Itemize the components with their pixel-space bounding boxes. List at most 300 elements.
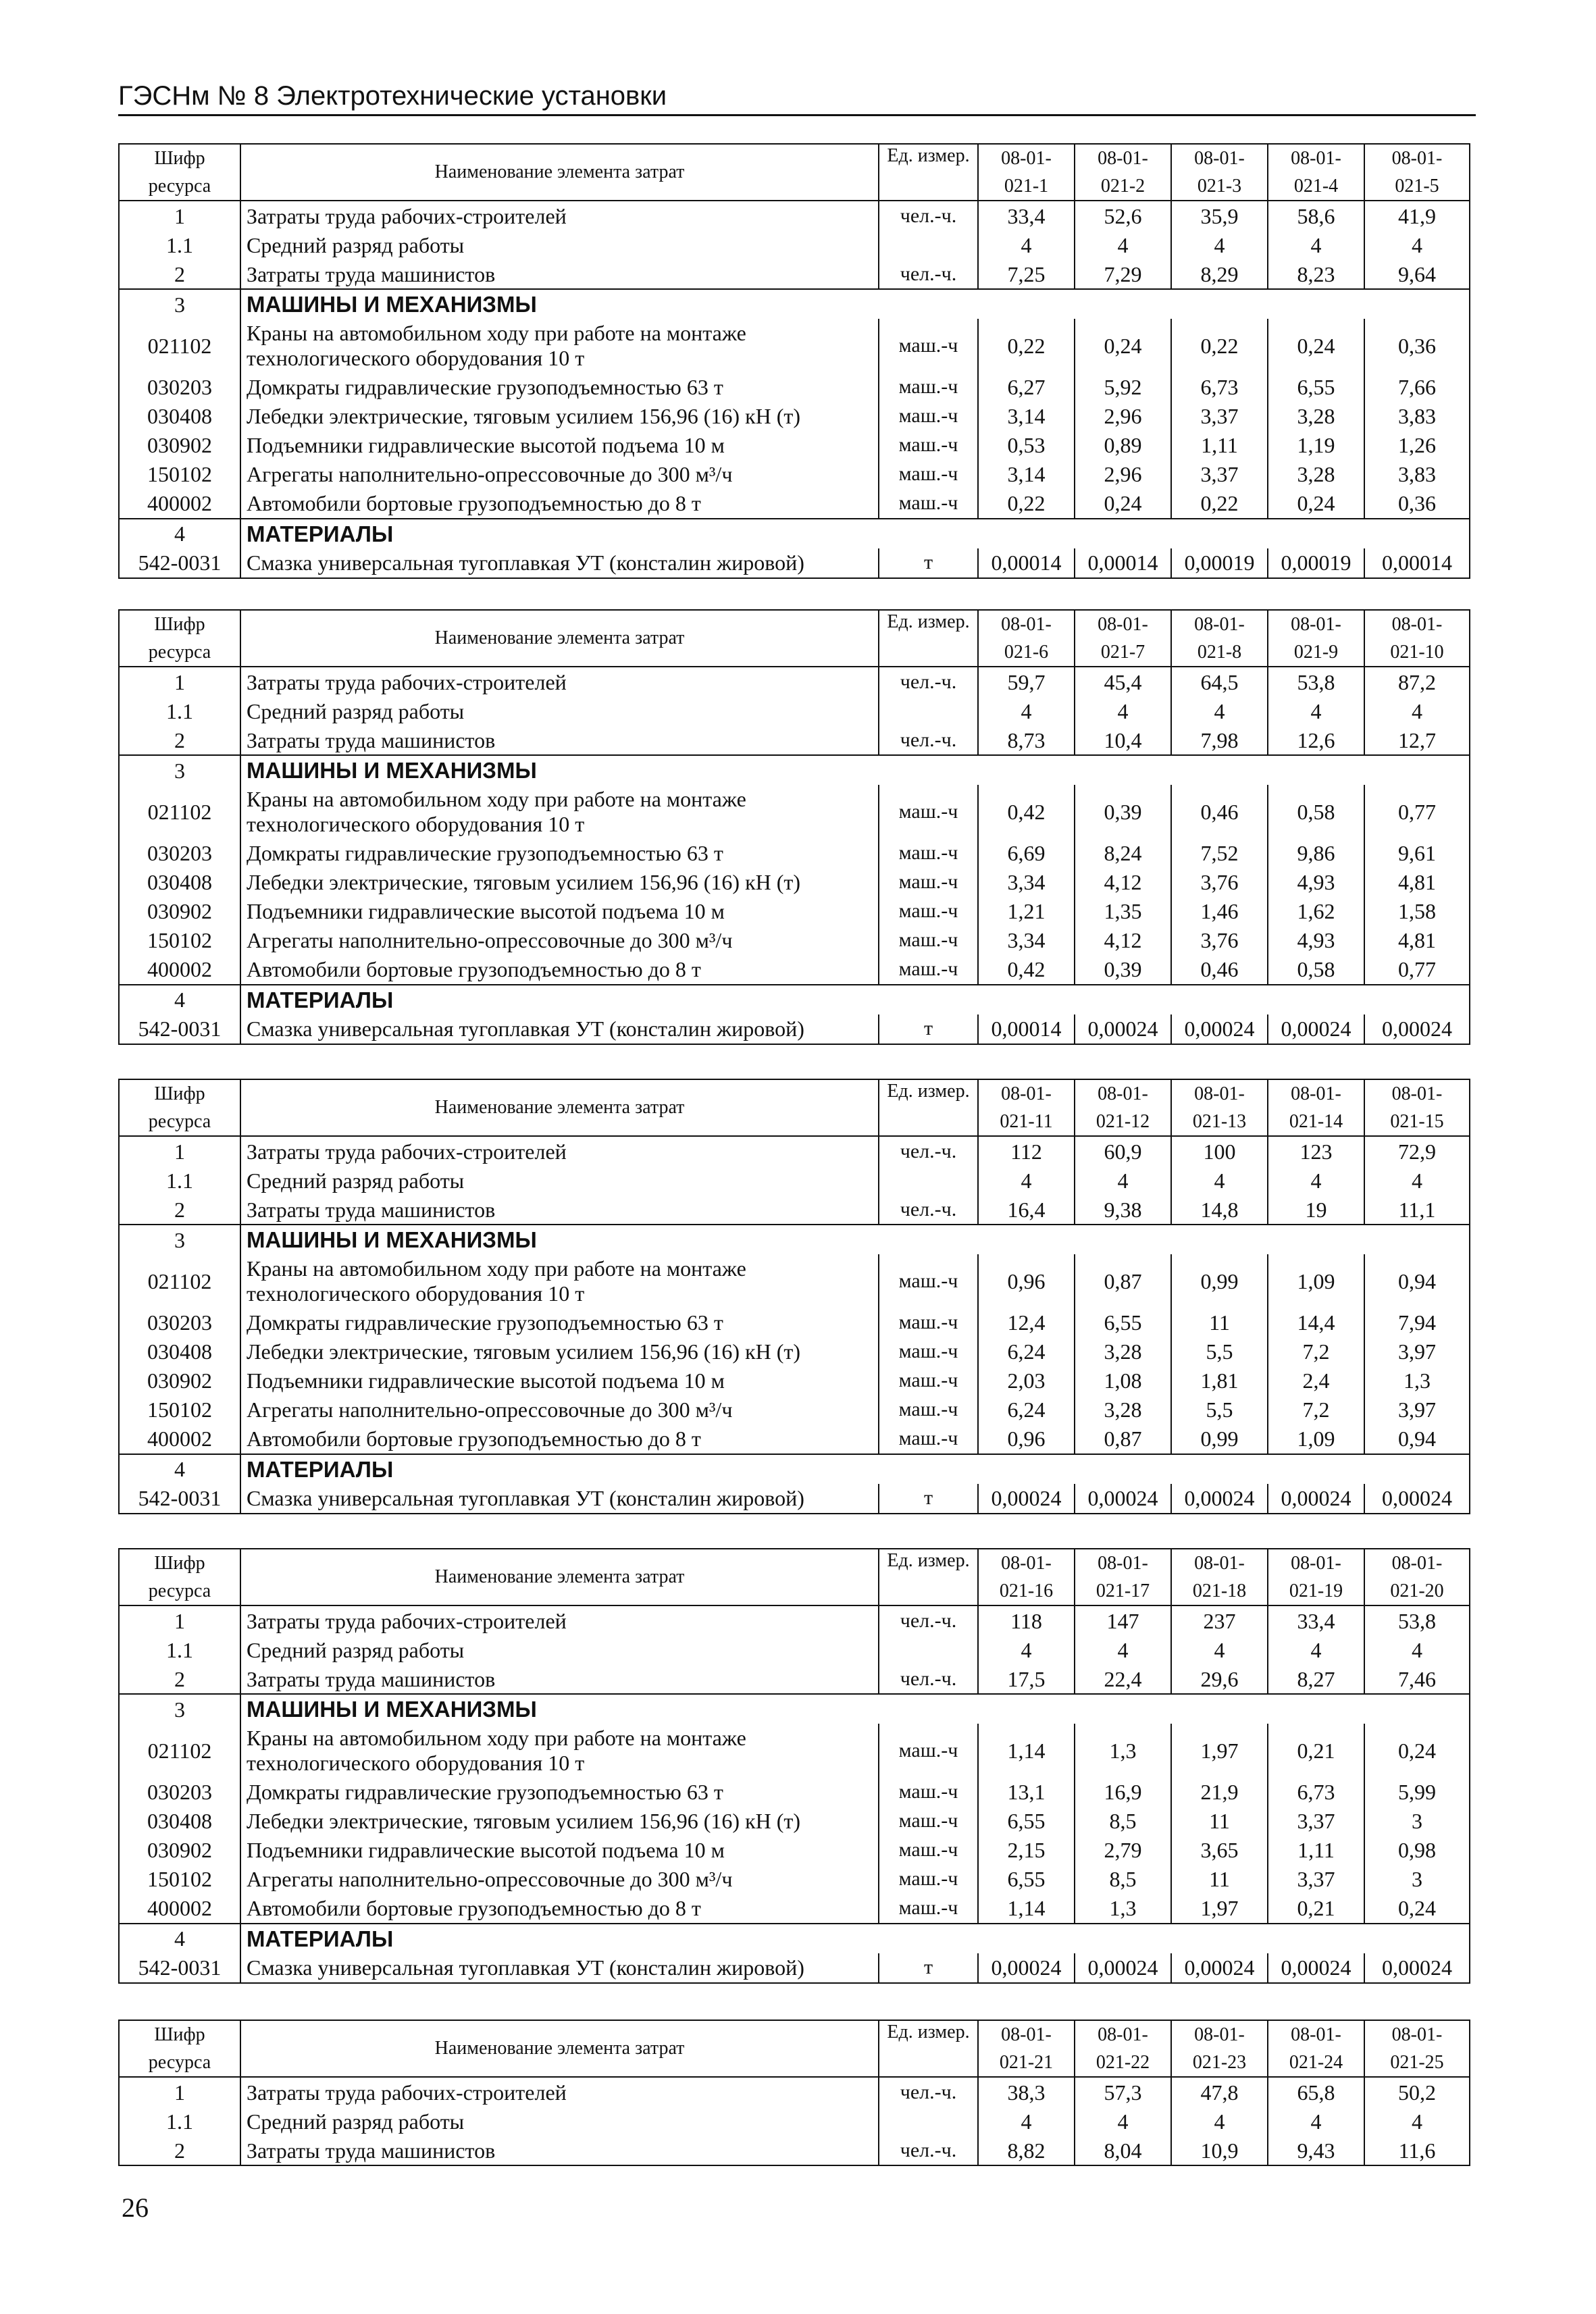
page-number: 26 [122, 2192, 149, 2223]
norm-value: 4 [1364, 230, 1470, 259]
cost-element-name: Затраты труда рабочих-строителей [240, 1605, 879, 1635]
norm-value: 13,1 [978, 1778, 1075, 1807]
norm-value: 4 [978, 696, 1075, 725]
resource-code: 3 [119, 289, 240, 319]
cost-element-name: Краны на автомобильном ходу при работе на монтаже технологического оборудования 10 т [240, 1254, 879, 1308]
norm-value: 16,9 [1075, 1778, 1171, 1807]
norm-code-prefix: 08-01- [1364, 1079, 1470, 1108]
norm-value: 4,93 [1268, 868, 1364, 897]
norm-value: 3,14 [978, 460, 1075, 489]
table-row [119, 1778, 1470, 1807]
norm-value: 2,03 [978, 1366, 1075, 1395]
norm-code-prefix: 08-01- [1171, 610, 1268, 638]
norm-value: 4 [1268, 1635, 1364, 1664]
norm-code-number: 021-13 [1171, 1108, 1268, 1136]
cost-element-name: Средний разряд работы [240, 1635, 879, 1664]
resource-code: 1.1 [119, 696, 240, 725]
resource-code: 2 [119, 1664, 240, 1694]
unit-of-measure: маш.-ч [879, 785, 978, 839]
table-row [119, 1484, 1470, 1514]
header-code: Шифр [119, 1549, 240, 1577]
header-unit: Ед. измер. [879, 1079, 978, 1136]
norm-value: 1,11 [1171, 431, 1268, 460]
norm-value: 4 [1364, 1635, 1470, 1664]
cost-element-name: Затраты труда машинистов [240, 1195, 879, 1225]
cost-element-name: Смазка универсальная тугоплавкая УТ (консталин жировой) [240, 1953, 879, 1983]
header-name: Наименование элемента затрат [240, 610, 879, 667]
header-name: Наименование элемента затрат [240, 1079, 879, 1136]
norm-value: 6,55 [1075, 1308, 1171, 1337]
unit-of-measure: маш.-ч [879, 1254, 978, 1308]
table-row [119, 1366, 1470, 1395]
resource-code: 150102 [119, 1865, 240, 1894]
norm-value: 4 [978, 230, 1075, 259]
resource-code: 021102 [119, 1254, 240, 1308]
unit-of-measure: маш.-ч [879, 1865, 978, 1894]
norm-code-number: 021-19 [1268, 1577, 1364, 1605]
norm-value: 59,7 [978, 667, 1075, 696]
norm-value: 0,24 [1364, 1724, 1470, 1778]
norm-code-prefix: 08-01- [1171, 144, 1268, 172]
norm-value: 0,58 [1268, 785, 1364, 839]
norm-value: 1,97 [1171, 1894, 1268, 1924]
unit-of-measure: маш.-ч [879, 373, 978, 402]
table-row [119, 489, 1470, 519]
norm-value: 0,00014 [978, 548, 1075, 578]
norm-value: 4,81 [1364, 926, 1470, 955]
cost-element-name: Краны на автомобильном ходу при работе на монтаже технологического оборудования 10 т [240, 1724, 879, 1778]
norm-value: 0,22 [978, 489, 1075, 519]
section-title: МАТЕРИАЛЫ [240, 519, 1470, 548]
cost-element-name: Затраты труда рабочих-строителей [240, 2077, 879, 2107]
norm-value: 0,00014 [1364, 548, 1470, 578]
unit-of-measure: чел.-ч. [879, 1195, 978, 1225]
norm-value: 2,96 [1075, 460, 1171, 489]
norm-value: 35,9 [1171, 201, 1268, 230]
norm-code-prefix: 08-01- [978, 1549, 1075, 1577]
norm-value: 3,97 [1364, 1395, 1470, 1424]
table-row [119, 2107, 1470, 2136]
unit-of-measure: маш.-ч [879, 1366, 978, 1395]
resource-code: 3 [119, 755, 240, 785]
norm-value: 3,37 [1268, 1807, 1364, 1836]
unit-of-measure: маш.-ч [879, 897, 978, 926]
norm-value: 0,42 [978, 785, 1075, 839]
resource-table [118, 1548, 1470, 1984]
unit-of-measure: маш.-ч [879, 489, 978, 519]
table-row [119, 1664, 1470, 1694]
table-row [119, 725, 1470, 755]
norm-value: 1,14 [978, 1724, 1075, 1778]
norm-value: 0,46 [1171, 785, 1268, 839]
document-title: ГЭСНм № 8 Электротехнические установки [118, 81, 667, 111]
norm-code-prefix: 08-01- [1171, 1079, 1268, 1108]
norm-code-prefix: 08-01- [1268, 144, 1364, 172]
norm-value: 0,00024 [978, 1484, 1075, 1514]
cost-element-name: Затраты труда машинистов [240, 725, 879, 755]
norm-value: 3,37 [1268, 1865, 1364, 1894]
norm-value: 11,6 [1364, 2136, 1470, 2165]
norm-value: 65,8 [1268, 2077, 1364, 2107]
table-row [119, 1807, 1470, 1836]
norm-value: 3,28 [1268, 402, 1364, 431]
norm-value: 0,00014 [1075, 548, 1171, 578]
cost-element-name: Средний разряд работы [240, 1166, 879, 1195]
table-row [119, 696, 1470, 725]
resource-code: 030408 [119, 1337, 240, 1366]
norm-value: 4,81 [1364, 868, 1470, 897]
norm-value: 4 [1364, 2107, 1470, 2136]
norm-value: 1,19 [1268, 431, 1364, 460]
norm-value: 9,86 [1268, 839, 1364, 868]
resource-code: 542-0031 [119, 1484, 240, 1514]
header-unit: Ед. измер. [879, 144, 978, 201]
unit-of-measure: т [879, 1953, 978, 1983]
norm-value: 9,64 [1364, 259, 1470, 289]
resource-code: 030408 [119, 402, 240, 431]
resource-code: 2 [119, 259, 240, 289]
norm-value: 9,43 [1268, 2136, 1364, 2165]
resource-code: 030203 [119, 1778, 240, 1807]
norm-value: 0,00024 [1171, 1953, 1268, 1983]
norm-value: 0,53 [978, 431, 1075, 460]
table-row [119, 1166, 1470, 1195]
norm-value: 1,46 [1171, 897, 1268, 926]
table-row [119, 1014, 1470, 1044]
resource-code: 1 [119, 2077, 240, 2107]
norm-value: 0,00024 [1268, 1484, 1364, 1514]
norm-code-number: 021-5 [1364, 172, 1470, 201]
resource-code: 150102 [119, 460, 240, 489]
norm-value: 6,27 [978, 373, 1075, 402]
unit-of-measure: маш.-ч [879, 868, 978, 897]
unit-of-measure [879, 2107, 978, 2136]
resource-code: 030902 [119, 897, 240, 926]
norm-value: 8,27 [1268, 1664, 1364, 1694]
header-row [119, 610, 1470, 638]
unit-of-measure: маш.-ч [879, 1894, 978, 1924]
norm-value: 14,8 [1171, 1195, 1268, 1225]
table-row [119, 1953, 1470, 1983]
section-row [119, 755, 1470, 785]
norm-value: 0,00024 [1171, 1014, 1268, 1044]
resource-code: 021102 [119, 1724, 240, 1778]
section-row [119, 1225, 1470, 1254]
header-name: Наименование элемента затрат [240, 2020, 879, 2077]
unit-of-measure: маш.-ч [879, 955, 978, 985]
header-unit: Ед. измер. [879, 2020, 978, 2077]
norm-value: 1,26 [1364, 431, 1470, 460]
table-row [119, 1308, 1470, 1337]
norm-value: 0,87 [1075, 1254, 1171, 1308]
norm-code-number: 021-23 [1171, 2049, 1268, 2077]
norm-value: 3,34 [978, 868, 1075, 897]
resource-code: 2 [119, 725, 240, 755]
norm-value: 118 [978, 1605, 1075, 1635]
norm-value: 6,55 [978, 1807, 1075, 1836]
header-name: Наименование элемента затрат [240, 144, 879, 201]
table-row [119, 1254, 1470, 1308]
norm-value: 8,5 [1075, 1807, 1171, 1836]
unit-of-measure: маш.-ч [879, 1807, 978, 1836]
table-row [119, 1136, 1470, 1166]
resource-code: 400002 [119, 955, 240, 985]
section-title: МАТЕРИАЛЫ [240, 985, 1470, 1014]
resource-code: 1 [119, 201, 240, 230]
norm-value: 6,24 [978, 1395, 1075, 1424]
norm-value: 1,97 [1171, 1724, 1268, 1778]
section-row [119, 1454, 1470, 1484]
resource-code: 1 [119, 1605, 240, 1635]
section-title: МАТЕРИАЛЫ [240, 1924, 1470, 1953]
norm-code-number: 021-2 [1075, 172, 1171, 201]
norm-value: 2,15 [978, 1836, 1075, 1865]
norm-value: 29,6 [1171, 1664, 1268, 1694]
norm-code-prefix: 08-01- [1171, 2020, 1268, 2049]
resource-code: 1 [119, 1136, 240, 1166]
header-code: Шифр [119, 2020, 240, 2049]
header-row [119, 1079, 1470, 1108]
cost-element-name: Лебедки электрические, тяговым усилием 156,96 (16) кН (т) [240, 402, 879, 431]
resource-code: 030902 [119, 431, 240, 460]
norm-value: 4 [1171, 696, 1268, 725]
table-row [119, 1836, 1470, 1865]
unit-of-measure: чел.-ч. [879, 201, 978, 230]
norm-code-prefix: 08-01- [1268, 1549, 1364, 1577]
unit-of-measure: чел.-ч. [879, 2077, 978, 2107]
norm-code-number: 021-24 [1268, 2049, 1364, 2077]
norm-code-number: 021-14 [1268, 1108, 1364, 1136]
norm-value: 0,24 [1075, 489, 1171, 519]
cost-element-name: Агрегаты наполнительно-опрессовочные до 300 м³/ч [240, 1395, 879, 1424]
header-row [119, 2020, 1470, 2049]
norm-code-number: 021-9 [1268, 638, 1364, 667]
norm-value: 2,79 [1075, 1836, 1171, 1865]
norm-value: 4 [1075, 2107, 1171, 2136]
norm-value: 1,11 [1268, 1836, 1364, 1865]
norm-code-number: 021-15 [1364, 1108, 1470, 1136]
norm-value: 0,00014 [978, 1014, 1075, 1044]
table-row [119, 926, 1470, 955]
cost-element-name: Подъемники гидравлические высотой подъема 10 м [240, 1836, 879, 1865]
resource-code: 542-0031 [119, 548, 240, 578]
norm-code-number: 021-25 [1364, 2049, 1470, 2077]
norm-value: 147 [1075, 1605, 1171, 1635]
norm-value: 3,37 [1171, 460, 1268, 489]
norm-value: 4 [1364, 1166, 1470, 1195]
norm-value: 4 [1075, 1635, 1171, 1664]
norm-value: 10,4 [1075, 725, 1171, 755]
norm-value: 9,38 [1075, 1195, 1171, 1225]
norm-value: 3,34 [978, 926, 1075, 955]
resource-code: 030203 [119, 839, 240, 868]
norm-value: 0,96 [978, 1254, 1075, 1308]
resource-table [118, 1079, 1470, 1514]
table-row [119, 868, 1470, 897]
section-title: МАШИНЫ И МЕХАНИЗМЫ [240, 289, 1470, 319]
norm-value: 41,9 [1364, 201, 1470, 230]
norm-code-number: 021-11 [978, 1108, 1075, 1136]
unit-of-measure: маш.-ч [879, 431, 978, 460]
cost-element-name: Подъемники гидравлические высотой подъема 10 м [240, 431, 879, 460]
norm-value: 0,00024 [1364, 1484, 1470, 1514]
cost-element-name: Затраты труда рабочих-строителей [240, 201, 879, 230]
unit-of-measure [879, 1166, 978, 1195]
norm-value: 6,55 [1268, 373, 1364, 402]
table-row [119, 402, 1470, 431]
norm-value: 6,73 [1268, 1778, 1364, 1807]
norm-value: 2,96 [1075, 402, 1171, 431]
resource-code: 2 [119, 2136, 240, 2165]
cost-element-name: Автомобили бортовые грузоподъемностью до 8 т [240, 1424, 879, 1454]
norm-value: 6,73 [1171, 373, 1268, 402]
norm-value: 1,08 [1075, 1366, 1171, 1395]
table-row [119, 667, 1470, 696]
page-header [118, 81, 1476, 116]
section-row [119, 519, 1470, 548]
norm-code-number: 021-8 [1171, 638, 1268, 667]
norm-value: 3,14 [978, 402, 1075, 431]
cost-element-name: Лебедки электрические, тяговым усилием 156,96 (16) кН (т) [240, 868, 879, 897]
unit-of-measure: маш.-ч [879, 319, 978, 373]
norm-value: 38,3 [978, 2077, 1075, 2107]
unit-of-measure: чел.-ч. [879, 1664, 978, 1694]
norm-value: 0,21 [1268, 1894, 1364, 1924]
norm-value: 0,21 [1268, 1724, 1364, 1778]
norm-value: 10,9 [1171, 2136, 1268, 2165]
header-row [119, 144, 1470, 172]
section-title: МАТЕРИАЛЫ [240, 1454, 1470, 1484]
norm-value: 0,39 [1075, 785, 1171, 839]
norm-value: 0,00024 [1268, 1014, 1364, 1044]
norm-value: 4,93 [1268, 926, 1364, 955]
norm-value: 4 [978, 1166, 1075, 1195]
norm-value: 7,46 [1364, 1664, 1470, 1694]
table-row [119, 955, 1470, 985]
norm-code-prefix: 08-01- [1075, 144, 1171, 172]
resource-code: 3 [119, 1225, 240, 1254]
norm-value: 0,89 [1075, 431, 1171, 460]
norm-value: 7,2 [1268, 1395, 1364, 1424]
norm-value: 0,00024 [1171, 1484, 1268, 1514]
norm-value: 0,36 [1364, 489, 1470, 519]
norm-value: 7,94 [1364, 1308, 1470, 1337]
norm-code-number: 021-18 [1171, 1577, 1268, 1605]
norm-value: 3,28 [1075, 1337, 1171, 1366]
norm-value: 0,77 [1364, 955, 1470, 985]
section-row [119, 1924, 1470, 1953]
table-row [119, 201, 1470, 230]
unit-of-measure: т [879, 548, 978, 578]
norm-value: 12,4 [978, 1308, 1075, 1337]
norm-code-number: 021-7 [1075, 638, 1171, 667]
norm-value: 0,94 [1364, 1254, 1470, 1308]
cost-element-name: Средний разряд работы [240, 2107, 879, 2136]
norm-value: 52,6 [1075, 201, 1171, 230]
norm-value: 16,4 [978, 1195, 1075, 1225]
norm-value: 64,5 [1171, 667, 1268, 696]
resource-code: 4 [119, 985, 240, 1014]
norm-value: 14,4 [1268, 1308, 1364, 1337]
norm-value: 4 [1171, 1635, 1268, 1664]
norm-value: 4,12 [1075, 868, 1171, 897]
norm-value: 0,99 [1171, 1254, 1268, 1308]
cost-element-name: Лебедки электрические, тяговым усилием 156,96 (16) кН (т) [240, 1337, 879, 1366]
norm-value: 7,2 [1268, 1337, 1364, 1366]
norm-value: 0,00024 [1364, 1014, 1470, 1044]
norm-value: 53,8 [1364, 1605, 1470, 1635]
cost-element-name: Смазка универсальная тугоплавкая УТ (консталин жировой) [240, 1484, 879, 1514]
norm-value: 50,2 [1364, 2077, 1470, 2107]
norm-value: 4 [1268, 696, 1364, 725]
norm-code-number: 021-21 [978, 2049, 1075, 2077]
norm-code-number: 021-17 [1075, 1577, 1171, 1605]
norm-value: 72,9 [1364, 1136, 1470, 1166]
norm-value: 0,99 [1171, 1424, 1268, 1454]
norm-value: 45,4 [1075, 667, 1171, 696]
norm-value: 3,28 [1268, 460, 1364, 489]
cost-element-name: Домкраты гидравлические грузоподъемностью 63 т [240, 839, 879, 868]
norm-value: 0,00024 [1075, 1014, 1171, 1044]
cost-element-name: Средний разряд работы [240, 696, 879, 725]
unit-of-measure: чел.-ч. [879, 1605, 978, 1635]
unit-of-measure: маш.-ч [879, 402, 978, 431]
norm-value: 1,35 [1075, 897, 1171, 926]
header-unit: Ед. измер. [879, 610, 978, 667]
resource-code: 4 [119, 519, 240, 548]
unit-of-measure: чел.-ч. [879, 725, 978, 755]
norm-value: 8,24 [1075, 839, 1171, 868]
unit-of-measure: чел.-ч. [879, 1136, 978, 1166]
norm-code-number: 021-6 [978, 638, 1075, 667]
resource-code: 030902 [119, 1366, 240, 1395]
table-row [119, 373, 1470, 402]
norm-value: 3,65 [1171, 1836, 1268, 1865]
cost-element-name: Затраты труда машинистов [240, 1664, 879, 1694]
norm-value: 1,14 [978, 1894, 1075, 1924]
norm-value: 33,4 [978, 201, 1075, 230]
header-code: ресурса [119, 638, 240, 667]
table-row [119, 897, 1470, 926]
norm-value: 1,3 [1075, 1894, 1171, 1924]
unit-of-measure [879, 696, 978, 725]
header-code: Шифр [119, 1079, 240, 1108]
norm-value: 3,83 [1364, 402, 1470, 431]
norm-value: 3,28 [1075, 1395, 1171, 1424]
cost-element-name: Затраты труда рабочих-строителей [240, 1136, 879, 1166]
norm-value: 0,96 [978, 1424, 1075, 1454]
norm-code-prefix: 08-01- [1364, 1549, 1470, 1577]
cost-element-name: Лебедки электрические, тяговым усилием 156,96 (16) кН (т) [240, 1807, 879, 1836]
norm-value: 0,00024 [1075, 1484, 1171, 1514]
cost-element-name: Смазка универсальная тугоплавкая УТ (консталин жировой) [240, 1014, 879, 1044]
norm-value: 4 [978, 2107, 1075, 2136]
cost-element-name: Затраты труда машинистов [240, 259, 879, 289]
norm-value: 5,5 [1171, 1395, 1268, 1424]
section-title: МАШИНЫ И МЕХАНИЗМЫ [240, 1225, 1470, 1254]
header-code: ресурса [119, 1577, 240, 1605]
norm-code-prefix: 08-01- [1075, 610, 1171, 638]
table-row [119, 1424, 1470, 1454]
unit-of-measure: маш.-ч [879, 1724, 978, 1778]
norm-code-prefix: 08-01- [1364, 2020, 1470, 2049]
resource-code: 150102 [119, 1395, 240, 1424]
norm-value: 7,98 [1171, 725, 1268, 755]
norm-value: 0,46 [1171, 955, 1268, 985]
table-row [119, 259, 1470, 289]
table-row [119, 2077, 1470, 2107]
norm-value: 0,87 [1075, 1424, 1171, 1454]
